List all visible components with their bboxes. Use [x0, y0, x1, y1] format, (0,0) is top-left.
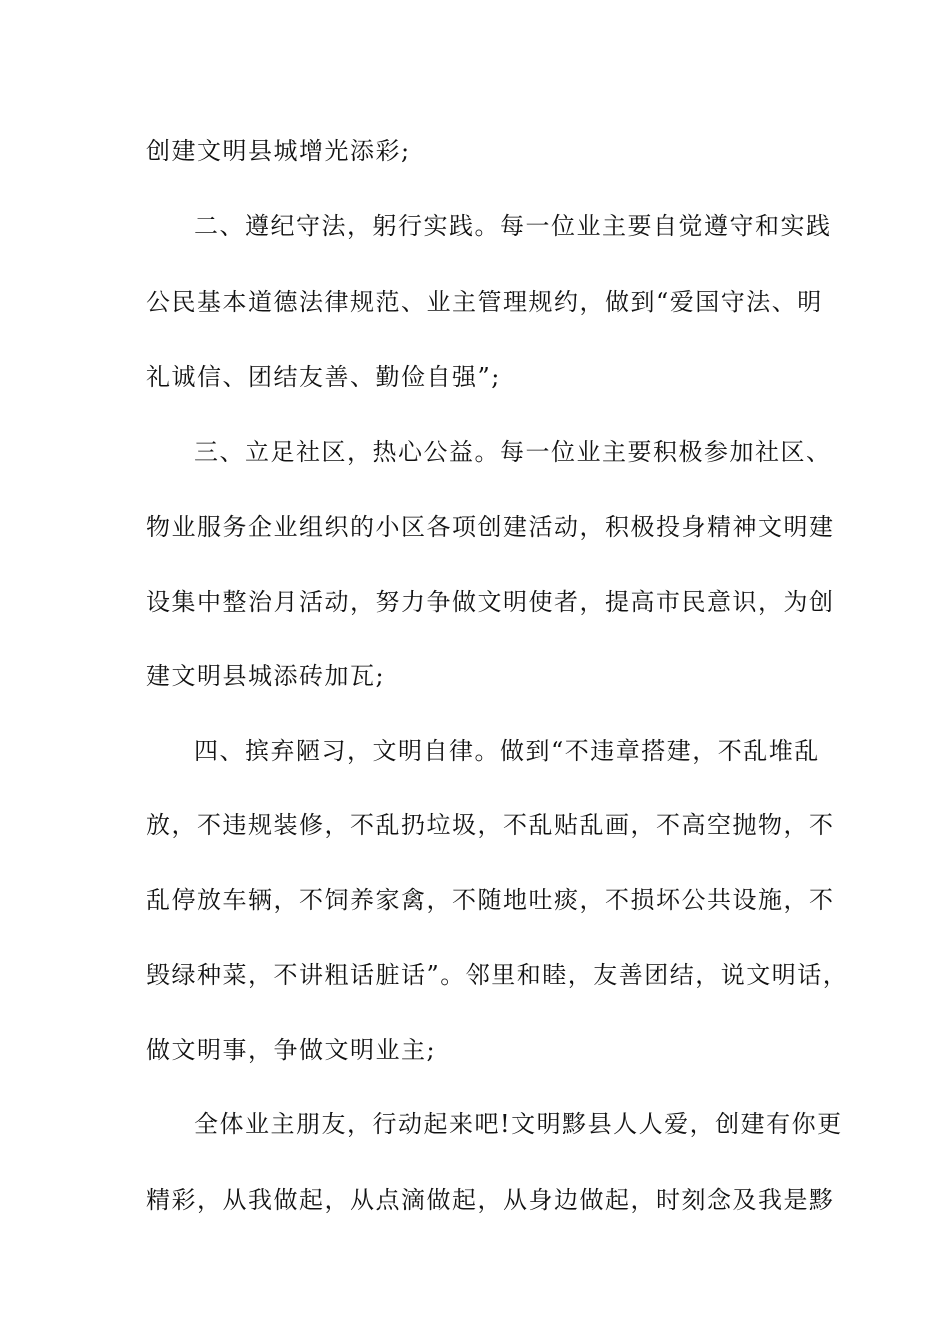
text-line: 礼诚信、团结友善、勤俭自强”; — [146, 363, 501, 391]
text-line: 毁绿种菜，不讲粗话脏话”。邻里和睦，友善团结，说文明话， — [146, 961, 849, 989]
text-line: 设集中整治月活动，努力争做文明使者，提高市民意识，为创 — [146, 588, 835, 616]
text-line: 建文明县城添砖加瓦; — [146, 662, 386, 690]
paragraph-three-first-line: 三、立足社区，热心公益。每一位业主要积极参加社区、 — [194, 438, 832, 466]
text-line: 创建文明县城增光添彩; — [146, 137, 411, 165]
paragraph-four-first-line: 四、摈弃陋习，文明自律。做到“不违章搭建，不乱堆乱 — [194, 737, 820, 765]
text-line: 物业服务企业组织的小区各项创建活动，积极投身精神文明建 — [146, 513, 835, 541]
text-line: 乱停放车辆，不饲养家禽，不随地吐痰，不损坏公共设施，不 — [146, 886, 835, 914]
text-line: 公民基本道德法律规范、业主管理规约，做到“爱国守法、明 — [146, 288, 823, 316]
text-line: 精彩，从我做起，从点滴做起，从身边做起，时刻念及我是黟 — [146, 1186, 835, 1214]
text-line: 做文明事，争做文明业主; — [146, 1036, 437, 1064]
closing-paragraph-first-line: 全体业主朋友，行动起来吧!文明黟县人人爱，创建有你更 — [194, 1110, 843, 1138]
paragraph-two-first-line: 二、遵纪守法，躬行实践。每一位业主要自觉遵守和实践 — [194, 212, 832, 240]
text-line: 放，不违规装修，不乱扔垃圾，不乱贴乱画，不高空抛物，不 — [146, 811, 835, 839]
